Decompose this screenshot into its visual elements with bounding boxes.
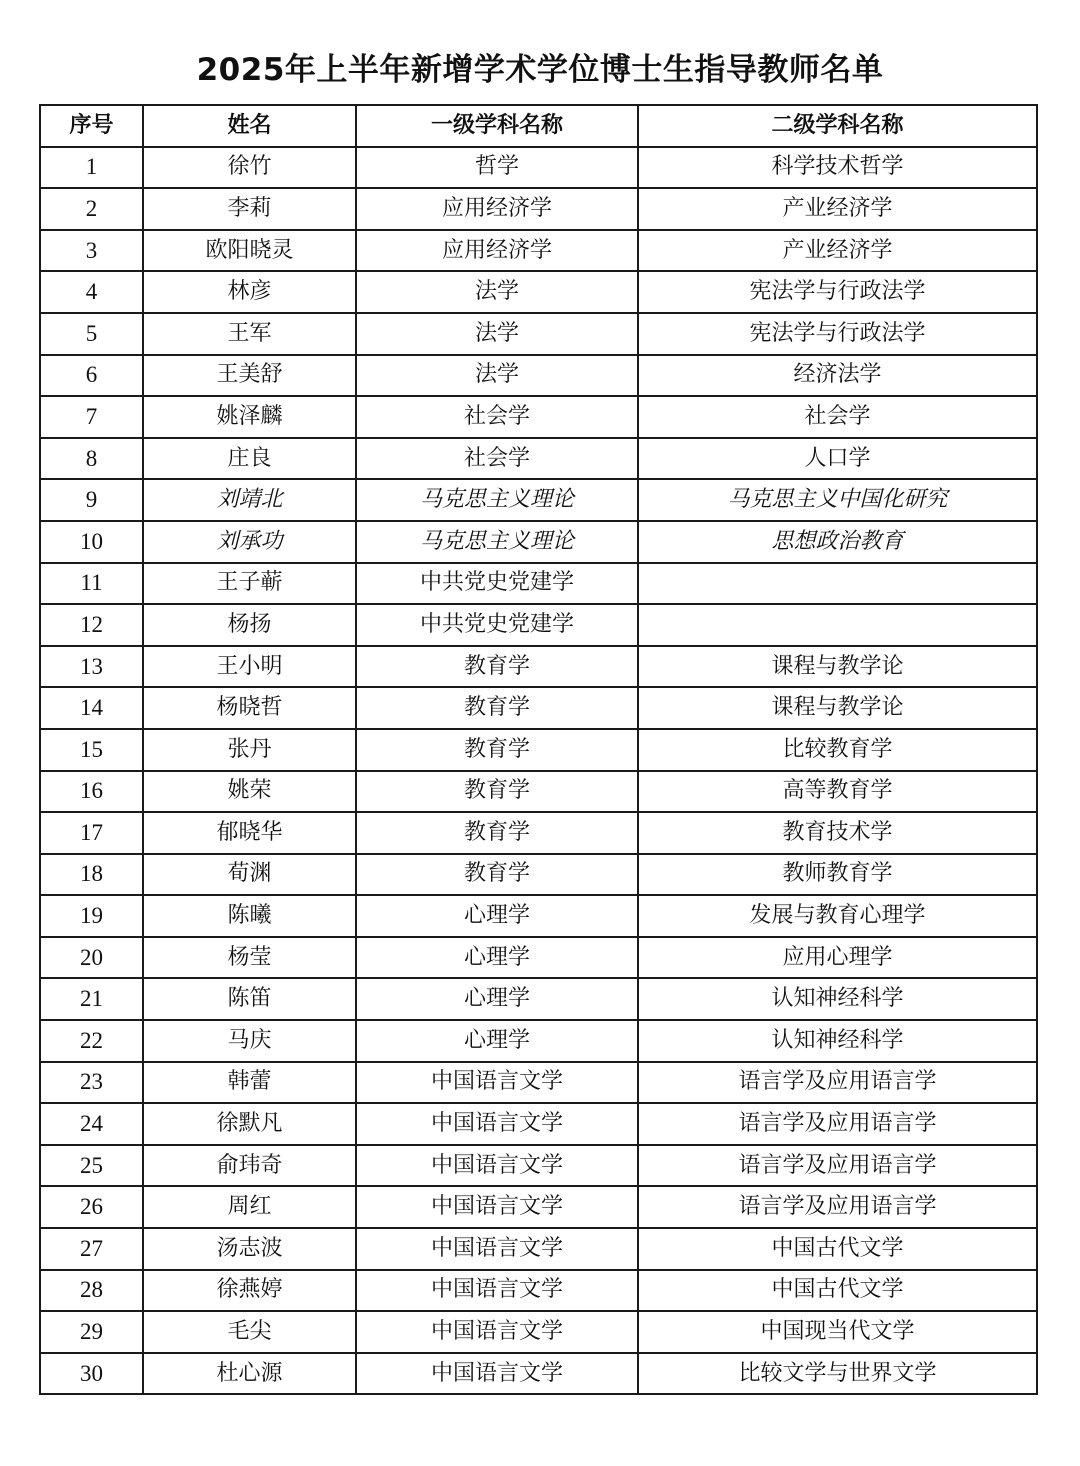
- table-row: [40, 646, 1037, 688]
- table-row: [40, 937, 1037, 979]
- cell-serial-number: 25: [40, 1145, 143, 1187]
- table-row: [40, 147, 1037, 189]
- cell-second-level-discipline: 教师教育学: [638, 854, 1037, 896]
- table-row: [40, 604, 1037, 646]
- cell-name: 汤志波: [143, 1228, 356, 1270]
- cell-name: 马庆: [143, 1020, 356, 1062]
- cell-first-level-discipline: 马克思主义理论: [356, 521, 638, 563]
- cell-serial-number: 23: [40, 1062, 143, 1104]
- cell-name: 杜心源: [143, 1353, 356, 1395]
- cell-serial-number: 24: [40, 1103, 143, 1145]
- table-row: [40, 479, 1037, 521]
- table-body: [40, 147, 1037, 1395]
- cell-second-level-discipline: 马克思主义中国化研究: [638, 479, 1037, 521]
- table-row: [40, 355, 1037, 397]
- table-row: [40, 188, 1037, 230]
- cell-first-level-discipline: 心理学: [356, 895, 638, 937]
- table-row: [40, 1186, 1037, 1228]
- cell-second-level-discipline: 认知神经科学: [638, 978, 1037, 1020]
- cell-serial-number: 14: [40, 687, 143, 729]
- cell-first-level-discipline: 哲学: [356, 147, 638, 189]
- cell-serial-number: 26: [40, 1186, 143, 1228]
- cell-first-level-discipline: 社会学: [356, 438, 638, 480]
- table-row: [40, 521, 1037, 563]
- cell-first-level-discipline: 中国语言文学: [356, 1145, 638, 1187]
- cell-second-level-discipline: 人口学: [638, 438, 1037, 480]
- cell-second-level-discipline: 科学技术哲学: [638, 147, 1037, 189]
- cell-name: 杨扬: [143, 604, 356, 646]
- cell-serial-number: 15: [40, 729, 143, 771]
- cell-first-level-discipline: 心理学: [356, 978, 638, 1020]
- cell-second-level-discipline: 产业经济学: [638, 230, 1037, 272]
- table-row: [40, 396, 1037, 438]
- cell-name: 李莉: [143, 188, 356, 230]
- table-row: [40, 1062, 1037, 1104]
- cell-second-level-discipline: 课程与教学论: [638, 687, 1037, 729]
- table-row: [40, 563, 1037, 605]
- cell-first-level-discipline: 心理学: [356, 1020, 638, 1062]
- header-second-level-discipline: 二级学科名称: [638, 105, 1037, 147]
- cell-first-level-discipline: 中国语言文学: [356, 1270, 638, 1312]
- header-row: [40, 105, 1037, 147]
- cell-second-level-discipline: 中国现当代文学: [638, 1311, 1037, 1353]
- cell-name: 俞玮奇: [143, 1145, 356, 1187]
- cell-name: 徐默凡: [143, 1103, 356, 1145]
- cell-serial-number: 19: [40, 895, 143, 937]
- cell-serial-number: 8: [40, 438, 143, 480]
- cell-second-level-discipline: 语言学及应用语言学: [638, 1062, 1037, 1104]
- cell-name: 王子蕲: [143, 563, 356, 605]
- cell-second-level-discipline: 思想政治教育: [638, 521, 1037, 563]
- cell-second-level-discipline: 语言学及应用语言学: [638, 1103, 1037, 1145]
- cell-serial-number: 20: [40, 937, 143, 979]
- table-row: [40, 854, 1037, 896]
- cell-serial-number: 11: [40, 563, 143, 605]
- cell-serial-number: 13: [40, 646, 143, 688]
- cell-first-level-discipline: 社会学: [356, 396, 638, 438]
- cell-first-level-discipline: 教育学: [356, 687, 638, 729]
- cell-serial-number: 29: [40, 1311, 143, 1353]
- cell-second-level-discipline: 语言学及应用语言学: [638, 1145, 1037, 1187]
- cell-second-level-discipline: 比较教育学: [638, 729, 1037, 771]
- cell-second-level-discipline: 教育技术学: [638, 812, 1037, 854]
- cell-serial-number: 27: [40, 1228, 143, 1270]
- cell-first-level-discipline: 应用经济学: [356, 188, 638, 230]
- cell-first-level-discipline: 教育学: [356, 646, 638, 688]
- table-row: [40, 271, 1037, 313]
- cell-serial-number: 2: [40, 188, 143, 230]
- cell-name: 王小明: [143, 646, 356, 688]
- cell-second-level-discipline: 社会学: [638, 396, 1037, 438]
- cell-serial-number: 4: [40, 271, 143, 313]
- cell-name: 徐竹: [143, 147, 356, 189]
- cell-second-level-discipline: 应用心理学: [638, 937, 1037, 979]
- table-row: [40, 438, 1037, 480]
- table-row: [40, 1270, 1037, 1312]
- cell-first-level-discipline: 中共党史党建学: [356, 563, 638, 605]
- cell-serial-number: 9: [40, 479, 143, 521]
- cell-serial-number: 10: [40, 521, 143, 563]
- cell-serial-number: 21: [40, 978, 143, 1020]
- cell-name: 徐燕婷: [143, 1270, 356, 1312]
- cell-second-level-discipline: 课程与教学论: [638, 646, 1037, 688]
- cell-first-level-discipline: 中国语言文学: [356, 1103, 638, 1145]
- table-header: [40, 105, 1037, 147]
- table-row: [40, 1228, 1037, 1270]
- cell-first-level-discipline: 中国语言文学: [356, 1062, 638, 1104]
- cell-first-level-discipline: 中国语言文学: [356, 1186, 638, 1228]
- cell-second-level-discipline: 宪法学与行政法学: [638, 271, 1037, 313]
- cell-second-level-discipline: 中国古代文学: [638, 1228, 1037, 1270]
- cell-name: 毛尖: [143, 1311, 356, 1353]
- cell-name: 周红: [143, 1186, 356, 1228]
- table-row: [40, 729, 1037, 771]
- cell-name: 王美舒: [143, 355, 356, 397]
- cell-second-level-discipline: 认知神经科学: [638, 1020, 1037, 1062]
- supervisor-table: [39, 104, 1038, 1395]
- cell-serial-number: 12: [40, 604, 143, 646]
- cell-first-level-discipline: 心理学: [356, 937, 638, 979]
- cell-first-level-discipline: 法学: [356, 271, 638, 313]
- cell-second-level-discipline: 高等教育学: [638, 771, 1037, 813]
- cell-second-level-discipline: 中国古代文学: [638, 1270, 1037, 1312]
- cell-first-level-discipline: 中共党史党建学: [356, 604, 638, 646]
- cell-name: 张丹: [143, 729, 356, 771]
- cell-serial-number: 28: [40, 1270, 143, 1312]
- table-row: [40, 687, 1037, 729]
- page-title: 2025年上半年新增学术学位博士生指导教师名单: [196, 52, 884, 88]
- cell-first-level-discipline: 法学: [356, 355, 638, 397]
- cell-second-level-discipline: 产业经济学: [638, 188, 1037, 230]
- header-serial-number: 序号: [40, 105, 143, 147]
- cell-first-level-discipline: 教育学: [356, 854, 638, 896]
- table-row: [40, 313, 1037, 355]
- cell-serial-number: 1: [40, 147, 143, 189]
- table-row: [40, 812, 1037, 854]
- cell-name: 姚泽麟: [143, 396, 356, 438]
- cell-first-level-discipline: 教育学: [356, 729, 638, 771]
- cell-first-level-discipline: 中国语言文学: [356, 1311, 638, 1353]
- table-row: [40, 1103, 1037, 1145]
- cell-name: 王军: [143, 313, 356, 355]
- cell-name: 韩蕾: [143, 1062, 356, 1104]
- header-first-level-discipline: 一级学科名称: [356, 105, 638, 147]
- cell-serial-number: 3: [40, 230, 143, 272]
- cell-name: 郁晓华: [143, 812, 356, 854]
- table-row: [40, 1020, 1037, 1062]
- cell-name: 刘靖北: [143, 479, 356, 521]
- cell-first-level-discipline: 中国语言文学: [356, 1353, 638, 1395]
- cell-serial-number: 16: [40, 771, 143, 813]
- table-row: [40, 895, 1037, 937]
- cell-serial-number: 7: [40, 396, 143, 438]
- cell-first-level-discipline: 法学: [356, 313, 638, 355]
- table-row: [40, 1145, 1037, 1187]
- cell-name: 林彦: [143, 271, 356, 313]
- table-row: [40, 1353, 1037, 1395]
- header-name: 姓名: [143, 105, 356, 147]
- cell-name: 陈曦: [143, 895, 356, 937]
- cell-name: 陈笛: [143, 978, 356, 1020]
- table-row: [40, 230, 1037, 272]
- cell-second-level-discipline: 经济法学: [638, 355, 1037, 397]
- cell-second-level-discipline: 宪法学与行政法学: [638, 313, 1037, 355]
- cell-second-level-discipline: 语言学及应用语言学: [638, 1186, 1037, 1228]
- cell-serial-number: 6: [40, 355, 143, 397]
- cell-name: 庄良: [143, 438, 356, 480]
- cell-serial-number: 22: [40, 1020, 143, 1062]
- cell-first-level-discipline: 教育学: [356, 812, 638, 854]
- cell-first-level-discipline: 应用经济学: [356, 230, 638, 272]
- cell-name: 杨晓哲: [143, 687, 356, 729]
- cell-name: 欧阳晓灵: [143, 230, 356, 272]
- cell-first-level-discipline: 马克思主义理论: [356, 479, 638, 521]
- cell-second-level-discipline: 比较文学与世界文学: [638, 1353, 1037, 1395]
- cell-name: 姚荣: [143, 771, 356, 813]
- cell-serial-number: 17: [40, 812, 143, 854]
- table-row: [40, 978, 1037, 1020]
- cell-first-level-discipline: 教育学: [356, 771, 638, 813]
- cell-second-level-discipline: 发展与教育心理学: [638, 895, 1037, 937]
- cell-name: 杨莹: [143, 937, 356, 979]
- cell-second-level-discipline: [638, 604, 1037, 646]
- table-row: [40, 771, 1037, 813]
- cell-serial-number: 30: [40, 1353, 143, 1395]
- cell-name: 荀渊: [143, 854, 356, 896]
- cell-first-level-discipline: 中国语言文学: [356, 1228, 638, 1270]
- cell-serial-number: 18: [40, 854, 143, 896]
- cell-serial-number: 5: [40, 313, 143, 355]
- table-row: [40, 1311, 1037, 1353]
- cell-second-level-discipline: [638, 563, 1037, 605]
- cell-name: 刘承功: [143, 521, 356, 563]
